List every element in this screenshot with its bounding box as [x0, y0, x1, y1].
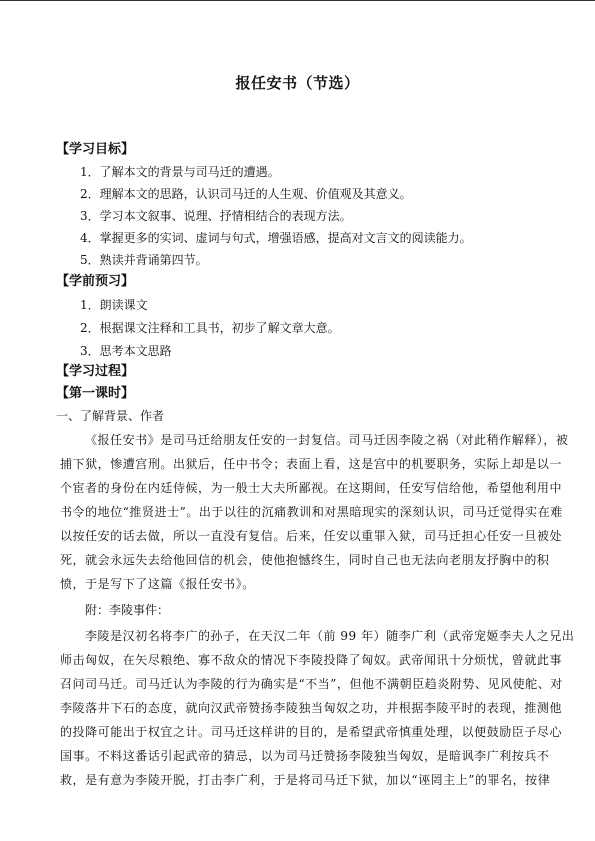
lesson1-heading: 【第一课时】 — [56, 386, 135, 401]
paragraph-line: 师击匈奴，在矢尽粮绝、寡不敌众的情况下李陵投降了匈奴。武帝闻讯十分烦忧，曾就此事 — [60, 653, 563, 667]
paragraph-line: 李陵是汉初名将李广的孙子，在天汉二年（前 99 年）随李广利（武帝宠姬李夫人之兄出 — [85, 629, 575, 643]
paragraph-line: 愤，于是写下了这篇《报任安书》。 — [60, 577, 255, 591]
paragraph-line: 救，是有意为李陵开脱，打击李广利，于是将司马迁下狱，加以“诬罔主上”的罪名，按律 — [60, 773, 551, 787]
goal-item: 4．掌握更多的实词、虚词与句式，增强语感，提高对文言文的阅读能力。 — [80, 231, 472, 245]
paragraph-line: 国事。不料这番话引起武帝的猜忌，以为司马迁赞扬李陵独当匈奴，是暗讽李广利按兵不 — [60, 749, 550, 763]
paragraph-line: 的投降可能出于权宜之计。司马迁这样讲的目的，是希望武帝慎重处理，以便鼓励臣子尽心 — [60, 725, 563, 739]
goal-item: 1．了解本文的背景与司马迁的遭遇。 — [80, 165, 280, 179]
paragraph-line: 《报任安书》是司马迁给朋友任安的一封复信。司马迁因李陵之祸（对此稍作解释），被 — [85, 433, 569, 447]
paragraph-line: 书令的地位“推贤进士”。出于以往的沉痛教训和对黑暗现实的深刻认识，司马迁觉得实在难 — [60, 505, 563, 519]
preview-item: 3．思考本文思路 — [80, 344, 172, 358]
paragraph-line: 个宦者的身份在内廷侍候，为一般士大夫所鄙视。在这期间，任安写信给他，希望他利用中 — [60, 481, 563, 495]
appendix-label: 附：李陵事件： — [85, 603, 170, 617]
goal-item: 3．学习本文叙事、说理、抒情相结合的表现方法。 — [80, 209, 352, 223]
goal-item: 5．熟读并背诵第四节。 — [80, 253, 208, 267]
paragraph-line: 李陵落井下石的态度，就向汉武帝赞扬李陵独当匈奴之功，并根据李陵平时的表现，推测他 — [60, 701, 563, 715]
process-heading: 【学习过程】 — [56, 364, 135, 379]
document-title: 报任安书（节选） — [235, 74, 360, 92]
preview-heading: 【学前预习】 — [56, 274, 135, 289]
top-border — [0, 0, 595, 1]
preview-item: 1．朗读课文 — [80, 298, 148, 312]
paragraph-line: 召问司马迁。司马迁认为李陵的行为确实是“不当”，但他不满朝臣趋炎附势、见风使舵、对 — [60, 677, 563, 691]
paragraph-line: 以按任安的话去做，所以一直没有复信。后来，任安以重罪入狱，司马迁担心任安一旦被处 — [60, 529, 563, 543]
subsection-heading: 一、了解背景、作者 — [56, 409, 165, 423]
paragraph-line: 死，就会永远失去给他回信的机会，使他抱憾终生，同时自己也无法向老朋友抒胸中的积 — [60, 553, 550, 567]
paragraph-line: 捕下狱，惨遭宫刑。出狱后，任中书令；表面上看，这是宫中的机要职务，实际上却是以一 — [60, 457, 563, 471]
goals-heading: 【学习目标】 — [56, 142, 135, 157]
goal-item: 2．理解本文的思路，认识司马迁的人生观、价值观及其意义。 — [80, 187, 412, 201]
preview-item: 2．根据课文注释和工具书，初步了解文章大意。 — [80, 321, 340, 335]
